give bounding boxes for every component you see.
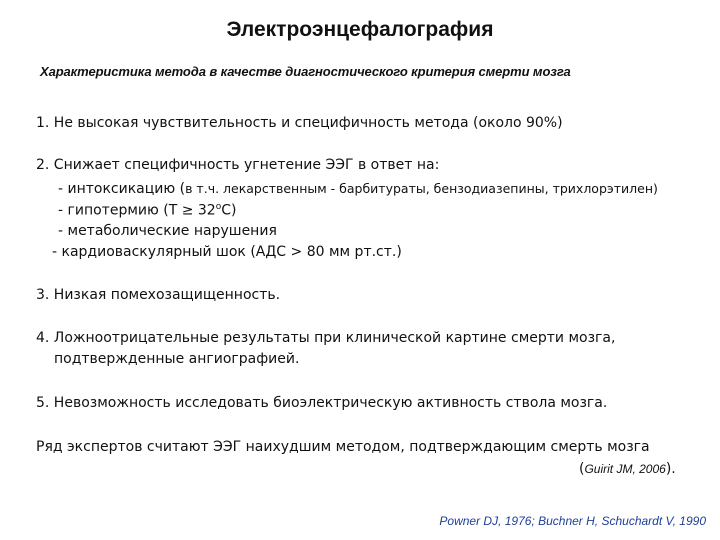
expert-reference-close: ). [665,461,676,477]
subitem-intoxication-prefix: - интоксикацию ( [58,181,186,197]
subitem-intoxication-detail: в т.ч. лекарственным - барбитураты, бензодиазепины, трихлорэтилен) [185,181,658,196]
expert-reference-citation: Guirit JM, 2006 [584,462,666,476]
subitem-metabolic: - метаболические нарушения [58,223,277,239]
item-3: 3. Низкая помехозащищенность. [36,287,281,303]
item-2: 2. Снижает специфичность угнетение ЭЭГ в ответ на: [36,157,440,173]
item-4: 4. Ложноотрицательные результаты при клинической картине смерти мозга, [36,330,616,346]
subitem-hypothermia-degree: о [215,202,222,212]
item-5: 5. Невозможность исследовать биоэлектрическую активность ствола мозга. [36,395,608,411]
subitem-hypothermia-suffix: С) [221,202,237,219]
item-4-continuation: подтвержденные ангиографией. [54,351,300,367]
subitem-shock: - кардиоваскулярный шок (АДС > 80 мм рт.ст.) [52,244,402,260]
subitem-intoxication [58,181,658,197]
slide-title: Электроэнцефалография [226,18,494,41]
subitem-hypothermia [58,202,236,219]
expert-opinion: Ряд экспертов считают ЭЭГ наихудшим методом, подтверждающим смерть мозга [36,439,650,455]
slide-subtitle: Характеристика метода в качестве диагностического критерия смерти мозга [40,64,571,79]
expert-reference [579,461,676,477]
item-1: 1. Не высокая чувствительность и специфичность метода (около 90%) [36,115,563,131]
expert-reference-open: ( [579,461,585,477]
footer-references: Powner DJ, 1976; Buchner H, Schuchardt V, 1990 [439,514,706,528]
subitem-hypothermia-prefix: - гипотермию (Т ≥ 32 [58,202,216,219]
